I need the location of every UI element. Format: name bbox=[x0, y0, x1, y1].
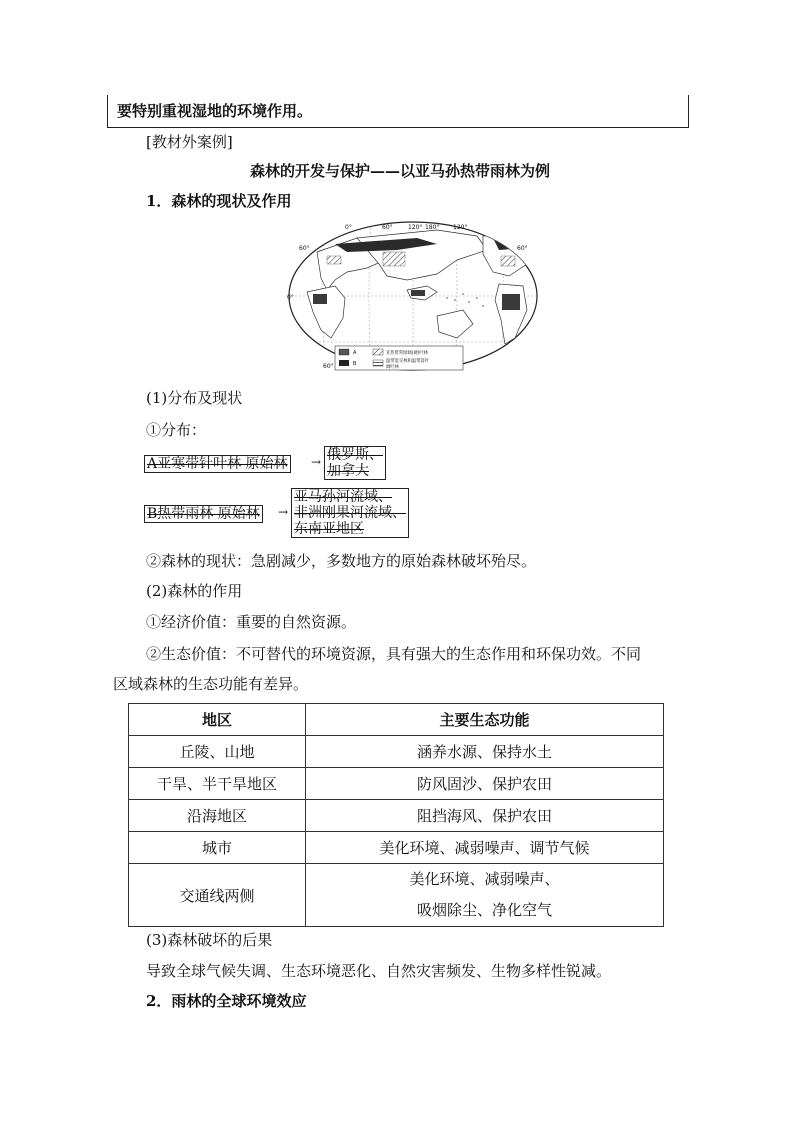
table-row bbox=[129, 832, 664, 864]
rainforest-amazon bbox=[502, 294, 520, 310]
lon-label-60: 60° bbox=[382, 224, 393, 231]
row-region: 城市 bbox=[129, 832, 306, 864]
chain-a-target-2: 加拿大 bbox=[327, 463, 369, 479]
row-region: 交通线两侧 bbox=[129, 864, 306, 927]
temperate-forest-east-asia bbox=[383, 252, 405, 266]
legend-b-desc-1: 温带混交林和温带落叶 bbox=[386, 359, 429, 364]
chain-b-target-2: 非洲刚果河流域、 bbox=[294, 505, 406, 521]
sub3-heading: (3)森林破坏的后果 bbox=[146, 931, 273, 949]
lon-label-0: 0° bbox=[345, 224, 352, 231]
lat-label-60s: 60° bbox=[323, 363, 334, 370]
legend-swatch-hatch1 bbox=[373, 349, 383, 355]
table-row bbox=[129, 736, 664, 768]
forest-status: ②森林的现状：急剧减少，多数地方的原始森林破坏殆尽。 bbox=[146, 552, 537, 570]
legend-swatch-hatch2 bbox=[373, 360, 383, 366]
rainforest-congo bbox=[313, 294, 327, 304]
chain-b-targets bbox=[291, 488, 409, 538]
world-forest-map bbox=[287, 220, 539, 372]
chain-a-arrow: → bbox=[311, 455, 322, 469]
chain-a-source: A亚寒带针叶林 原始林 bbox=[144, 455, 291, 473]
row-function: 美化环境、减弱噪声、调节气候 bbox=[306, 832, 664, 864]
continued-note-text: 要特别重视湿地的环境作用。 bbox=[117, 102, 313, 120]
continued-note-box bbox=[107, 95, 689, 128]
table-header-row bbox=[129, 704, 664, 736]
temperate-forest-europe bbox=[327, 256, 341, 264]
header-region: 地区 bbox=[129, 704, 306, 736]
lon-label-180: 180° bbox=[425, 224, 440, 231]
chain-b-target-3: 东南亚地区 bbox=[294, 521, 364, 537]
lon-label-120w: 120° bbox=[453, 224, 468, 231]
ecological-value-line2: 区域森林的生态功能有差异。 bbox=[113, 675, 309, 693]
distribution-label: ①分布： bbox=[146, 421, 207, 439]
table-row bbox=[129, 800, 664, 832]
row-function bbox=[306, 864, 664, 927]
section2-heading: 2．雨林的全球环境效应 bbox=[146, 992, 307, 1010]
lon-label-60w: 60° bbox=[517, 245, 528, 252]
chain-b-source: B热带雨林 原始林 bbox=[144, 505, 263, 523]
legend-b-desc-2: 阔叶林 bbox=[386, 365, 399, 370]
map-legend bbox=[335, 346, 463, 370]
row-region: 干旱、半干旱地区 bbox=[129, 768, 306, 800]
chain-a-target-1: 俄罗斯、 bbox=[327, 447, 383, 463]
legend-swatch-b bbox=[339, 360, 349, 366]
chain-b-target-1: 亚马孙河流域、 bbox=[294, 489, 392, 505]
row-function: 阻挡海风、保护农田 bbox=[306, 800, 664, 832]
sub1-heading: (1)分布及现状 bbox=[146, 389, 243, 407]
rainforest-southeast-asia bbox=[411, 290, 425, 296]
header-function: 主要生态功能 bbox=[306, 704, 664, 736]
chain-a-targets bbox=[324, 446, 386, 480]
chain-b-arrow: → bbox=[278, 505, 289, 519]
ecological-function-table bbox=[128, 703, 664, 927]
legend-a-desc: 亚热带常绿阔(硬)叶林 bbox=[386, 351, 429, 356]
lat-label-0: 0° bbox=[287, 294, 294, 301]
consequence-text: 导致全球气候失调、生态环境恶化、自然灾害频发、生物多样性锐减。 bbox=[146, 962, 612, 980]
section1-heading: 1．森林的现状及作用 bbox=[146, 192, 292, 210]
table-row bbox=[129, 864, 664, 927]
legend-b-letter: B bbox=[353, 361, 357, 367]
row-function: 防风固沙、保护农田 bbox=[306, 768, 664, 800]
lat-label-60n: 60° bbox=[299, 245, 310, 252]
legend-swatch-a bbox=[339, 349, 349, 355]
table-row bbox=[129, 768, 664, 800]
legend-a-letter: A bbox=[353, 350, 357, 356]
row-region: 丘陵、山地 bbox=[129, 736, 306, 768]
temperate-forest-north-america bbox=[501, 256, 515, 266]
case-title: 森林的开发与保护——以亚马孙热带雨林为例 bbox=[250, 162, 551, 180]
row-function: 涵养水源、保持水土 bbox=[306, 736, 664, 768]
ecological-value-line1: ②生态价值：不可替代的环境资源，具有强大的生态作用和环保功效。不同 bbox=[146, 645, 642, 663]
row-region: 沿海地区 bbox=[129, 800, 306, 832]
economic-value: ①经济价值：重要的自然资源。 bbox=[146, 613, 357, 631]
row-function-line1: 美化环境、减弱噪声、 bbox=[409, 870, 560, 888]
lon-label-120: 120° bbox=[408, 224, 423, 231]
sub2-heading: (2)森林的作用 bbox=[146, 582, 243, 600]
row-function-line2: 吸烟除尘、净化空气 bbox=[416, 901, 552, 919]
case-label: [教材外案例] bbox=[146, 133, 233, 151]
